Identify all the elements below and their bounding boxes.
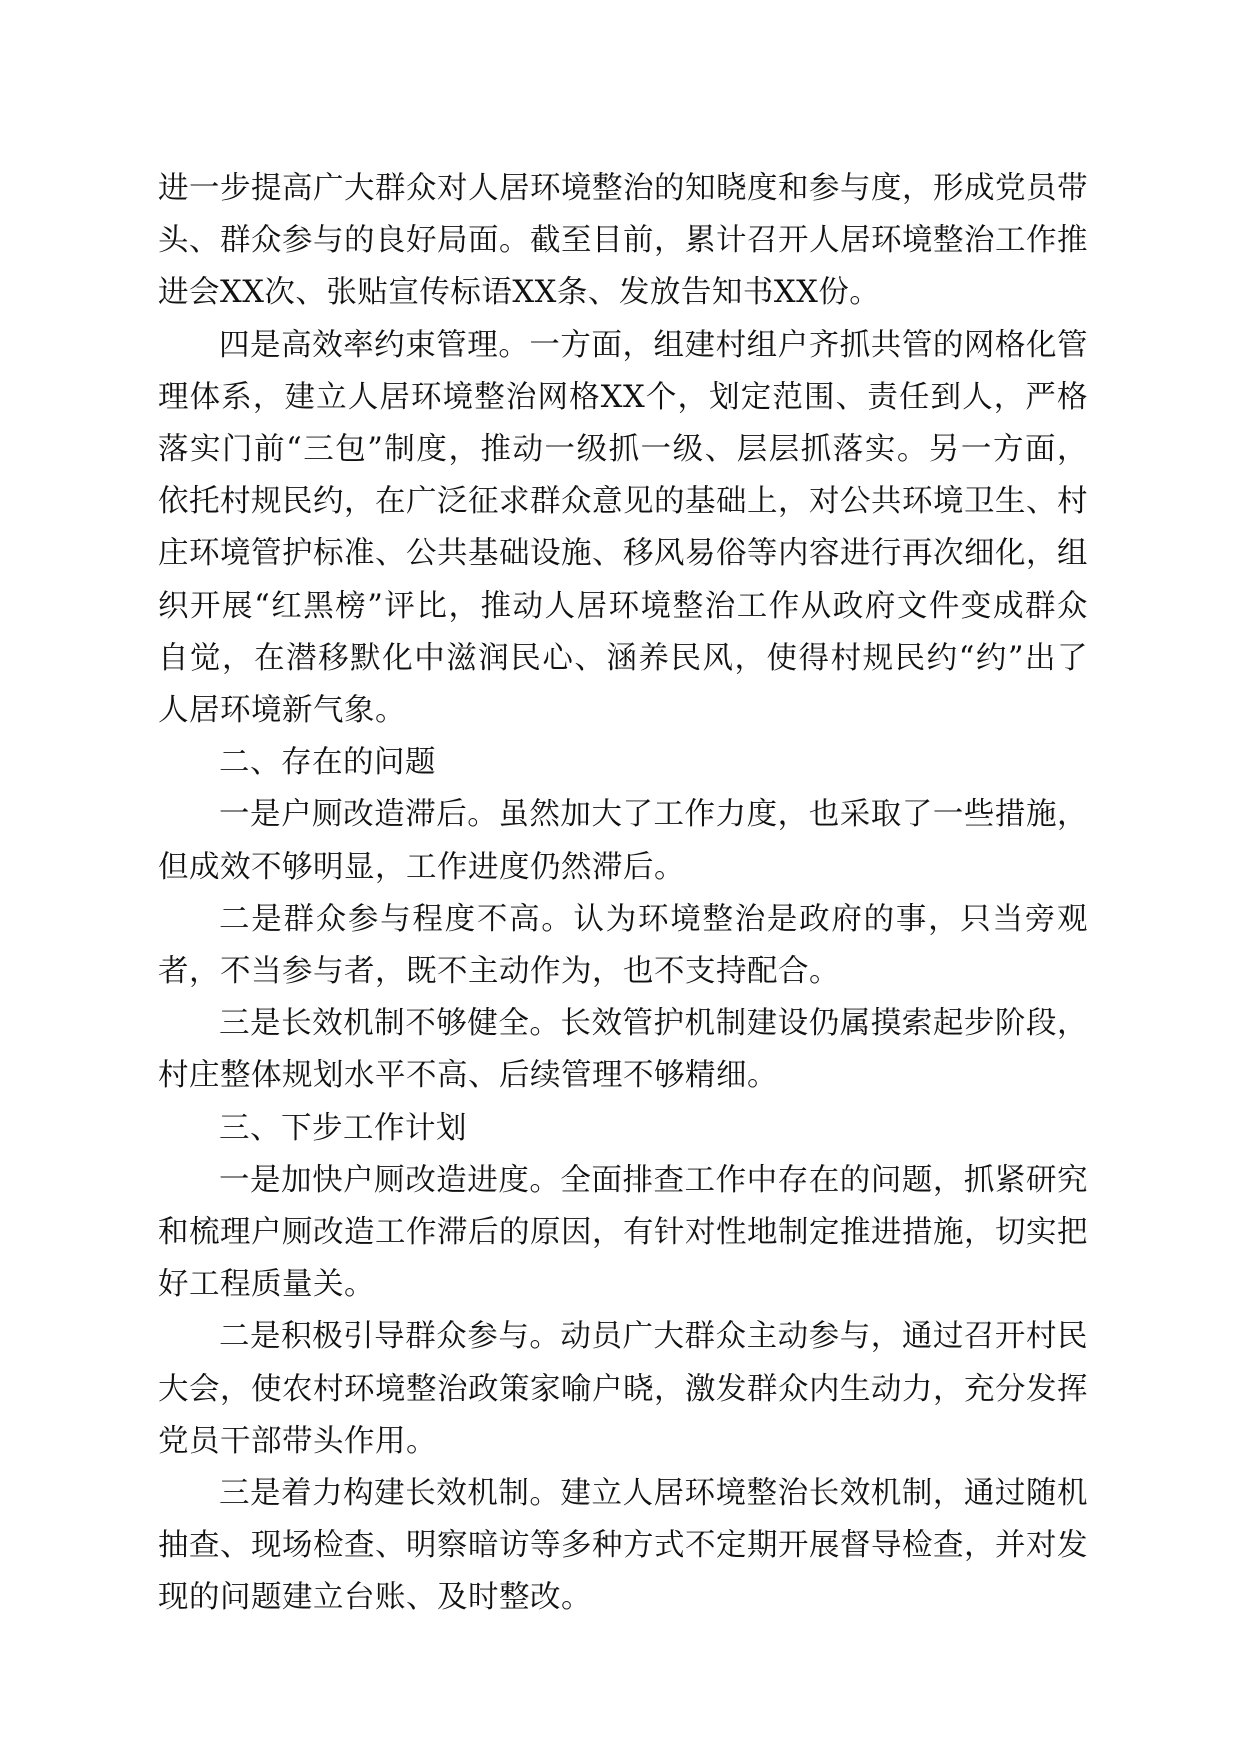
section-heading-problems: 二、存在的问题 — [219, 745, 436, 781]
document-page — [158, 163, 1088, 1625]
paragraph-continuation: 进一步提高广大群众对人居环境整治的知晓度和参与度，形成党员带头、群众参与的良好局面。截至目前，累计召开人居环境整治工作推进会XX次、张贴宣传标语XX条、发放告知书XX份。 — [158, 171, 1088, 311]
paragraph-problem-mechanism: 三是长效机制不够健全。长效管护机制建设仍属摸索起步阶段，村庄整体规划水平不高、后续管理不够精细。 — [158, 1006, 1088, 1094]
paragraph-plan-participation: 二是积极引导群众参与。动员广大群众主动参与，通过召开村民大会，使农村环境整治政策家喻户晓，激发群众内生动力，充分发挥党员干部带头作用。 — [158, 1319, 1088, 1459]
paragraph-efficient-management: 四是高效率约束管理。一方面，组建村组户齐抓共管的网格化管理体系，建立人居环境整治网格XX个，划定范围、责任到人，严格落实门前“三包”制度，推动一级抓一级、层层抓落实。另一方面，依托村规民约，在广泛征求群众意见的基础上，对公共环境卫生、村庄环境管护标准、公共基础设施、移风易俗等内容进行再次细化，组织开展“红黑榜”评比，推动人居环境整治工作从政府文件变成群众自觉，在潜移默化中滋润民心、涵养民风，使得村规民约“约”出了人居环境新气象。 — [158, 327, 1088, 729]
section-heading-next-plan: 三、下步工作计划 — [219, 1110, 467, 1146]
paragraph-problem-toilet: 一是户厕改造滞后。虽然加大了工作力度，也采取了一些措施，但成效不够明显，工作进度仍然滞后。 — [158, 797, 1088, 885]
paragraph-plan-mechanism: 三是着力构建长效机制。建立人居环境整治长效机制，通过随机抽查、现场检查、明察暗访等多种方式不定期开展督导检查，并对发现的问题建立台账、及时整改。 — [158, 1476, 1088, 1616]
paragraph-plan-toilet: 一是加快户厕改造进度。全面排查工作中存在的问题，抓紧研究和梳理户厕改造工作滞后的原因，有针对性地制定推进措施，切实把好工程质量关。 — [158, 1162, 1088, 1303]
paragraph-problem-participation: 二是群众参与程度不高。认为环境整治是政府的事，只当旁观者，不当参与者，既不主动作为，也不支持配合。 — [158, 901, 1088, 990]
